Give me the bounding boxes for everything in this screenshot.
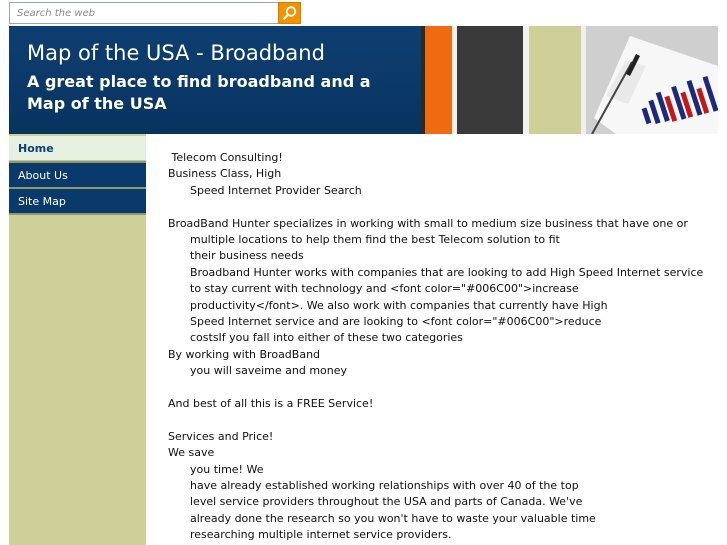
- header-title-panel: [9, 26, 421, 134]
- content-line: We save: [168, 446, 215, 460]
- content-line: multiple locations to help them find the best Telecom solution to fit: [190, 233, 560, 247]
- content-line: And best of all this is a FREE Service!: [168, 397, 374, 411]
- content-line: Business Class, High: [168, 167, 282, 181]
- content-line: level service providers throughout the USA and parts of Canada. We've: [190, 495, 583, 509]
- content-line: Telecom Consulting!: [168, 151, 283, 164]
- content-line: already done the research so you won't have to waste your valuable time: [190, 511, 596, 525]
- spacer: [168, 380, 708, 396]
- content-line: you time! We: [190, 462, 264, 476]
- search-bar: [9, 2, 301, 24]
- nav-item-about-us[interactable]: About Us: [9, 163, 146, 188]
- spacer: [168, 412, 708, 428]
- content-line: their business needs: [190, 249, 304, 263]
- right-edge: [718, 134, 727, 545]
- search-button[interactable]: [278, 2, 301, 24]
- chart-paper-image: [586, 26, 718, 134]
- content-line: Speed Internet Provider Search: [190, 183, 362, 197]
- content-line: have already established working relationships with over 40 of the top: [190, 479, 579, 493]
- site-title: Map of the USA - Broadband: [27, 41, 325, 65]
- decorative-stripe-dark: [457, 26, 486, 134]
- search-icon: [282, 5, 298, 21]
- content-line: BroadBand Hunter specializes in working with small to medium size business that have one or: [168, 216, 688, 230]
- site-subtitle: A great place to find broadband and a Map of the USA: [27, 72, 371, 113]
- nav-item-home[interactable]: Home: [9, 136, 146, 161]
- nav-divider: [9, 213, 146, 215]
- main-content: [168, 150, 708, 544]
- header-photo-chart: [586, 26, 718, 134]
- content-line: By working with BroadBand: [168, 347, 321, 361]
- spacer: [168, 199, 708, 215]
- site-header: [9, 26, 718, 134]
- search-input[interactable]: [9, 2, 278, 24]
- content-line: productivity</font>. We also work with companies that currently have High: [190, 298, 608, 312]
- content-line: Broadband Hunter works with companies that are looking to add High Speed Internet service: [190, 265, 704, 279]
- decorative-stripe-beige: [529, 26, 581, 134]
- decorative-stripe-dark: [486, 26, 523, 134]
- content-line: to stay current with technology and <font color="#006C00">increase: [190, 282, 579, 296]
- content-line: costsIf you fall into either of these two categories: [190, 331, 463, 345]
- content-line: you will saveime and money: [190, 364, 348, 378]
- content-line: Services and Price!: [168, 429, 274, 443]
- content-line: Speed Internet service and are looking to <font color="#006C00">reduce: [190, 315, 602, 329]
- nav-item-site-map[interactable]: Site Map: [9, 189, 146, 214]
- decorative-stripe-orange: [425, 26, 452, 134]
- content-line: researching multiple internet service providers.: [190, 528, 452, 542]
